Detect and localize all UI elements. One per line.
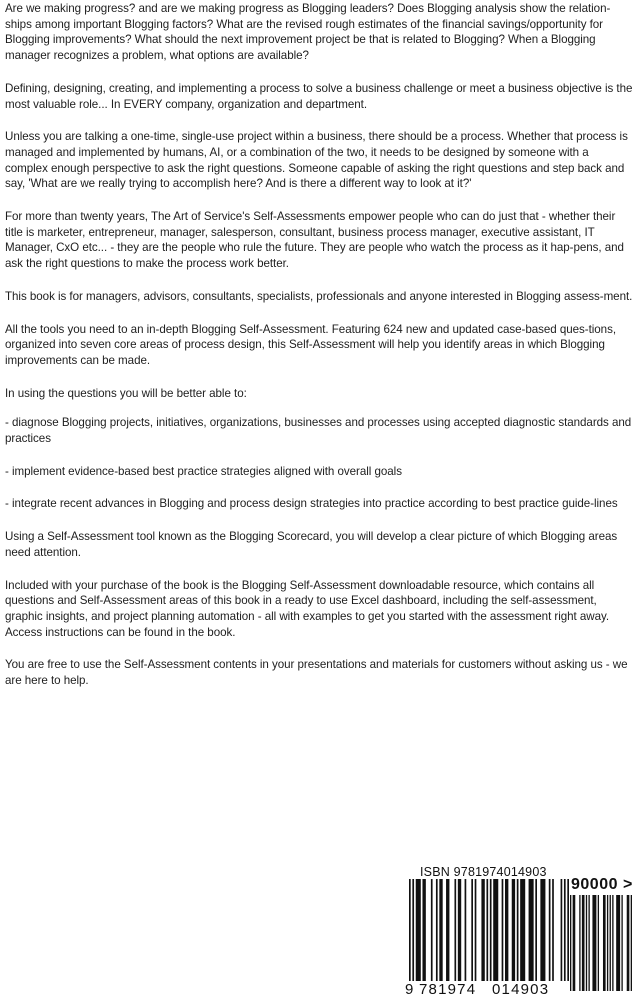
benefits-intro-paragraph: In using the questions you will be better able to:	[5, 386, 247, 400]
tools-paragraph: All the tools you need to an in-depth Blogging Self-Assessment. Featuring 624 new and updated case-based ques-tions, organized into seven core areas of process design, this Self-Assessment will help you identify areas in which Blogging improvements can be made.	[5, 322, 616, 367]
barcode-bar	[567, 879, 569, 991]
addon-bar	[588, 895, 589, 991]
barcode-bar	[431, 879, 433, 981]
barcode-bar	[436, 879, 438, 981]
barcode-bar	[481, 879, 484, 981]
barcode-bar	[502, 879, 504, 981]
addon-bar	[570, 895, 571, 991]
barcode-human-readable	[405, 981, 569, 998]
barcode-bar	[552, 879, 554, 981]
benefit-diagnose-item: - diagnose Blogging projects, initiatives, organizations, businesses and processes using accepted diagnostic standards and practices	[5, 416, 632, 446]
barcode-bar	[512, 879, 515, 981]
addon-bar	[603, 895, 606, 991]
barcode-bar	[564, 879, 566, 991]
price-addon-barcode	[570, 895, 632, 991]
barcode-bar	[471, 879, 473, 981]
barcode-bar	[529, 879, 534, 981]
process-design-paragraph: Unless you are talking a one-time, single-use project within a business, there should be a process. Whether that process is managed and implemented by humans, AI, or a combination of the two, it needs to be designed by someone with a complex enough perspective to ask the right questions. Someone capable of asking the right questions and step back and say, 'What are we really trying to accomplish here? And is there a different way to look at it?'	[5, 130, 628, 191]
addon-bar	[582, 895, 585, 991]
barcode-bar	[454, 879, 456, 981]
addon-bar	[592, 895, 596, 991]
barcode-digit-first: 9	[405, 981, 415, 998]
barcode-bar	[439, 879, 442, 981]
barcode-bar	[486, 879, 488, 991]
barcode-bar	[446, 879, 449, 981]
barcode-digits-right: 014903	[492, 981, 550, 998]
addon-bar	[627, 895, 630, 991]
cover-blurb	[5, 1, 633, 706]
addon-bar	[616, 895, 620, 991]
barcode-bar	[517, 879, 519, 981]
barcode-digits-left: 781974	[419, 981, 477, 998]
barcode-bar	[475, 879, 477, 981]
addon-bar	[586, 895, 587, 991]
addon-bar	[610, 895, 611, 991]
benefit-implement-item: - implement evidence-based best practice strategies aligned with overall goals	[5, 464, 402, 478]
barcode-bar	[422, 879, 425, 981]
barcode-bar	[458, 879, 461, 981]
addon-bar	[621, 895, 622, 991]
barcode-bar	[561, 879, 563, 981]
process-role-paragraph: Defining, designing, creating, and implementing a process to solve a business challenge or meet a business objective is the most valuable role... In EVERY company, organization and department.	[5, 81, 633, 111]
barcode-bar	[540, 879, 545, 981]
price-code-label: 90000 >	[571, 876, 633, 893]
barcode-bar	[535, 879, 537, 981]
addon-bar	[612, 895, 613, 991]
usage-rights-paragraph: You are free to use the Self-Assessment contents in your presentations and materials for customers without asking us - we are here to help.	[5, 658, 628, 688]
addon-bar	[579, 895, 580, 991]
addon-bar	[598, 895, 599, 991]
barcode-bar	[412, 879, 414, 991]
barcode-bar	[416, 879, 421, 981]
addon-bar	[607, 895, 608, 991]
resource-paragraph: Included with your purchase of the book is the Blogging Self-Assessment downloadable resource, which contains all questions and Self-Assessment areas of this book in a ready to use Excel dashboard, including the self-assessment, graphic insights, and project planning automation - all with examples to get you started with the assessment right away. Access instructions can be found in the book.	[5, 578, 610, 639]
isbn-barcode-block	[397, 855, 638, 1000]
audience-paragraph: This book is for managers, advisors, consultants, specialists, professionals and anyone interested in Blogging assess-ment.	[5, 289, 633, 303]
ean13-barcode	[409, 879, 569, 991]
scorecard-paragraph: Using a Self-Assessment tool known as the Blogging Scorecard, you will develop a clear picture of which Blogging areas need attention.	[5, 530, 618, 559]
barcode-bar	[409, 879, 411, 991]
intro-questions-paragraph: Are we making progress? and are we making progress as Blogging leaders? Does Blogging analysis show the relation-ships among important Blogging factors? What are the revised rough estimates of the financial savings/opportunity for Blogging improvements? What should the next improvement project be that is related to Blogging? When a Blogging manager recognizes a problem, what options are available?	[5, 2, 611, 63]
isbn-label: ISBN 9781974014903	[420, 865, 547, 879]
art-of-service-paragraph: For more than twenty years, The Art of Service's Self-Assessments empower people who can do just that - whether their title is marketer, entrepreneur, manager, salesperson, consultant, business process manager, executive assistant, IT Manager, CxO etc... - they are the people who rule the future. They are people who watch the process as it hap-pens, and ask the right questions to make the process work better.	[5, 210, 624, 271]
benefit-integrate-item: - integrate recent advances in Blogging and process design strategies into practice according to best practice guide-lines	[5, 497, 618, 511]
barcode-bar	[549, 879, 551, 981]
addon-bar	[631, 895, 632, 991]
barcode-bar	[505, 879, 508, 981]
addon-bar	[573, 895, 576, 991]
barcode-bar	[465, 879, 467, 981]
barcode-bar	[493, 879, 498, 981]
barcode-bar	[520, 879, 525, 981]
barcode-bar	[490, 879, 492, 991]
